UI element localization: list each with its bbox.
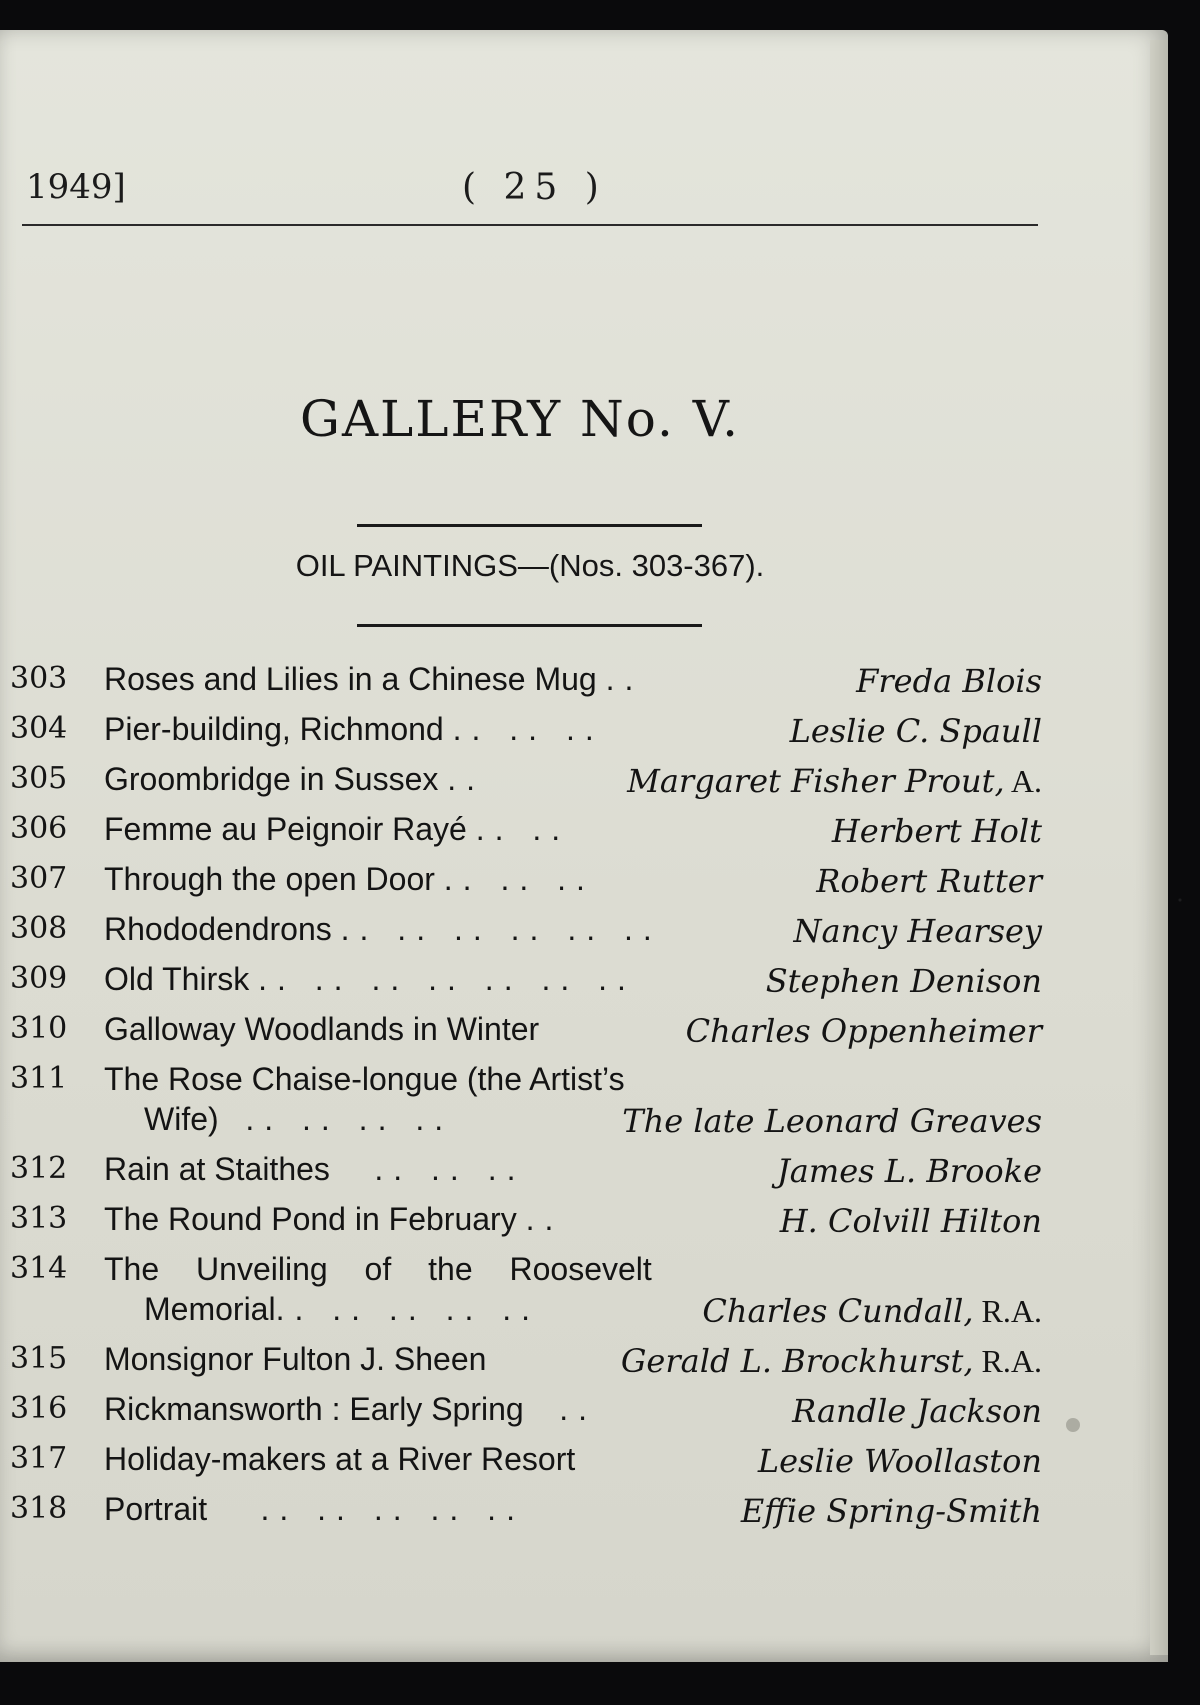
entry-title: Groombridge in Sussex .. <box>104 761 486 797</box>
entry-artist: Leslie C. Spaull <box>789 712 1042 750</box>
entry-number: 308 <box>10 911 68 946</box>
entry-artist: H. Colvill Hilton <box>779 1202 1042 1240</box>
entry-title: Femme au Peignoir Rayé .. .. <box>104 811 571 847</box>
entry-title: The Round Pond in February .. <box>104 1201 564 1237</box>
entry-number: 304 <box>10 711 68 746</box>
entry-title: Portrait .. .. .. .. .. <box>104 1491 525 1527</box>
entry-artist: Charles Oppenheimer <box>685 1012 1042 1050</box>
entry-title: Through the open Door .. .. .. <box>104 861 595 897</box>
entry-title: Pier-building, Richmond .. .. .. <box>104 711 604 747</box>
entry-artist: Randle Jackson <box>792 1392 1042 1430</box>
entry-title-continuation: Wife) .. .. .. .. <box>144 1101 454 1137</box>
entry-artist: Herbert Holt <box>831 812 1042 850</box>
entry-title: Old Thirsk .. .. .. .. .. .. .. <box>104 961 636 997</box>
entry-artist: Charles Cundall, R.A. <box>702 1292 1042 1330</box>
entry-title: Rickmansworth : Early Spring .. <box>104 1391 598 1427</box>
entry-title: Galloway Woodlands in Winter <box>104 1011 540 1047</box>
running-head-year: 1949] <box>26 167 126 207</box>
entry-artist: Stephen Denison <box>765 962 1042 1000</box>
entry-number: 312 <box>10 1151 68 1186</box>
entry-title: Roses and Lilies in a Chinese Mug .. <box>104 661 644 697</box>
gallery-title: GALLERY No. V. <box>300 390 740 448</box>
entry-number: 317 <box>10 1441 68 1476</box>
entry-artist: Freda Blois <box>856 662 1042 700</box>
page-smudge <box>1066 1418 1080 1432</box>
entry-number: 307 <box>10 861 68 896</box>
entry-artist: The late Leonard Greaves <box>622 1102 1042 1140</box>
entry-number: 306 <box>10 811 68 846</box>
entry-number: 309 <box>10 961 68 996</box>
entry-title: Rhododendrons .. .. .. .. .. .. <box>104 911 662 947</box>
entry-number: 318 <box>10 1491 68 1526</box>
entry-number: 310 <box>10 1011 68 1046</box>
entry-title: Holiday-makers at a River Resort <box>104 1441 576 1477</box>
entry-number: 311 <box>10 1061 68 1096</box>
entry-artist: Leslie Woollaston <box>757 1442 1042 1480</box>
entry-number: 305 <box>10 761 68 796</box>
entry-artist: James L. Brooke <box>776 1152 1042 1190</box>
entry-title: The Unveiling of the Roosevelt <box>104 1251 652 1287</box>
entry-number: 316 <box>10 1391 68 1426</box>
entry-title: The Rose Chaise-longue (the Artist’s <box>104 1061 625 1097</box>
entry-artist: Margaret Fisher Prout, A. <box>627 762 1042 800</box>
entry-title: Rain at Staithes .. .. .. <box>104 1151 526 1187</box>
entry-number: 314 <box>10 1251 68 1286</box>
page-number: ( 25 ) <box>462 167 607 208</box>
entry-number: 313 <box>10 1201 68 1236</box>
entry-title-continuation: Memorial.. .. .. .. .. <box>144 1291 541 1327</box>
entry-artist: Nancy Hearsey <box>793 912 1042 950</box>
entry-number: 315 <box>10 1341 68 1376</box>
entry-title: Monsignor Fulton J. Sheen <box>104 1341 487 1377</box>
entry-artist: Effie Spring-Smith <box>740 1492 1042 1530</box>
entry-number: 303 <box>10 661 68 696</box>
section-title: OIL PAINTINGS—(Nos. 303-367). <box>295 548 765 583</box>
entry-artist: Gerald L. Brockhurst, R.A. <box>620 1342 1042 1380</box>
entry-artist: Robert Rutter <box>816 862 1042 900</box>
